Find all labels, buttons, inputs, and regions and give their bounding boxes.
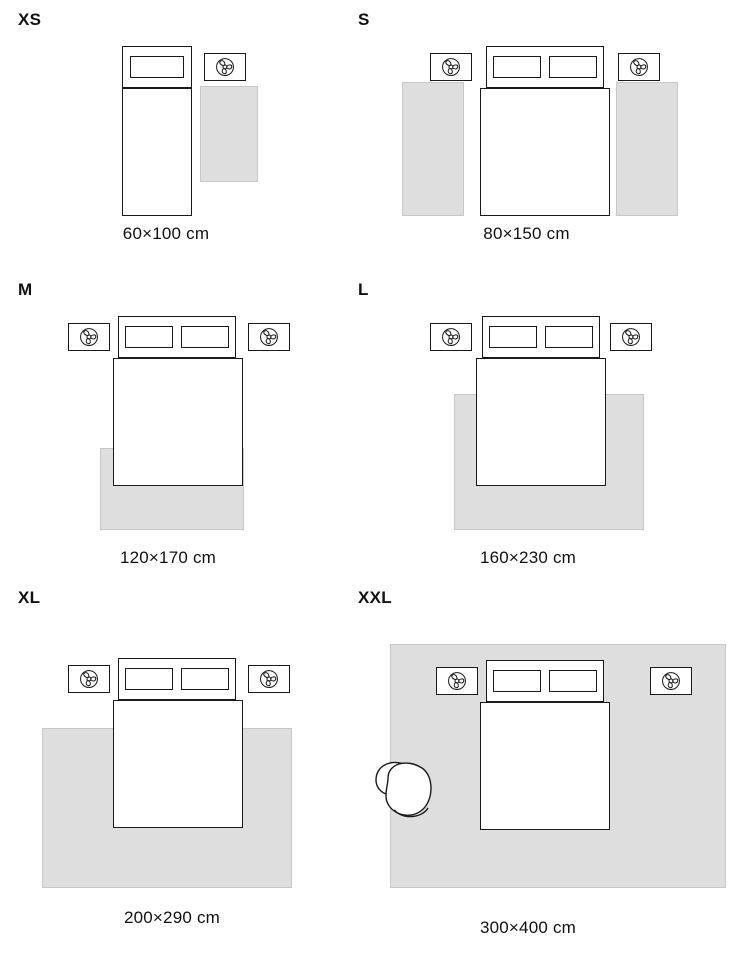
scene-xl: [18, 638, 348, 888]
pillow-right-l: [545, 326, 593, 348]
pillow-right-s: [549, 56, 597, 78]
pillow-right-m: [181, 326, 229, 348]
nightstand-left-xxl: [436, 667, 478, 695]
nightstand-left-xl: [68, 665, 110, 693]
nightstand-left-l: [430, 323, 472, 351]
pillow-right-xxl: [549, 670, 597, 692]
bed-l: [476, 358, 606, 486]
size-label-m: M: [18, 280, 33, 299]
pillow-right-xl: [181, 668, 229, 690]
caption-m: 120×170 cm: [119, 548, 217, 567]
nightstand-left-s: [430, 53, 472, 81]
ceiling-fan-icon: [214, 56, 236, 78]
nightstand-left-m: [68, 323, 110, 351]
pillow-left-m: [125, 326, 173, 348]
bed-m: [113, 358, 243, 486]
ceiling-fan-icon: [258, 668, 280, 690]
ceiling-fan-icon: [78, 668, 100, 690]
nightstand-right-xxl: [650, 667, 692, 695]
size-label-xs: XS: [18, 10, 42, 29]
scene-l: [358, 296, 728, 526]
ceiling-fan-icon: [446, 670, 468, 692]
nightstand-right-xs: [204, 53, 246, 81]
caption-s: 80×150 cm: [483, 224, 570, 243]
bed-xs: [122, 88, 192, 216]
size-label-xxl: XXL: [358, 588, 392, 607]
ceiling-fan-icon: [78, 326, 100, 348]
bed-xxl: [480, 702, 610, 830]
size-label-s: S: [358, 10, 370, 29]
size-card-l: [358, 280, 728, 580]
armchair-xxl: [364, 748, 450, 834]
scene-m: [18, 296, 348, 526]
pillow-left-s: [493, 56, 541, 78]
bed-s: [480, 88, 610, 216]
pillow-left-l: [489, 326, 537, 348]
rug-left-s: [402, 82, 464, 216]
pillow-left-xxl: [493, 670, 541, 692]
ceiling-fan-icon: [258, 326, 280, 348]
nightstand-right-l: [610, 323, 652, 351]
rug-xs: [200, 86, 258, 182]
caption-xxl: 300×400 cm: [479, 918, 577, 937]
size-card-s: [358, 10, 728, 260]
ceiling-fan-icon: [440, 56, 462, 78]
caption-xl: 200×290 cm: [123, 908, 221, 927]
caption-xs: 60×100 cm: [122, 224, 210, 243]
nightstand-right-m: [248, 323, 290, 351]
ceiling-fan-icon: [440, 326, 462, 348]
nightstand-right-xl: [248, 665, 290, 693]
pillow-left-xl: [125, 668, 173, 690]
ceiling-fan-icon: [660, 670, 682, 692]
scene-xxl: [358, 628, 728, 888]
size-card-m: [18, 280, 348, 580]
ceiling-fan-icon: [620, 326, 642, 348]
size-card-xl: [18, 588, 348, 948]
scene-s: [358, 26, 728, 206]
armchair-icon: [364, 748, 450, 834]
caption-l: 160×230 cm: [479, 548, 577, 567]
bed-xl: [113, 700, 243, 828]
nightstand-right-s: [618, 53, 660, 81]
scene-xs: [18, 26, 348, 206]
size-card-xxl: [358, 588, 728, 948]
rug-right-s: [616, 82, 678, 216]
pillow-xs: [130, 56, 184, 78]
size-card-xs: [18, 10, 348, 260]
ceiling-fan-icon: [628, 56, 650, 78]
size-label-xl: XL: [18, 588, 41, 607]
size-label-l: L: [358, 280, 369, 299]
